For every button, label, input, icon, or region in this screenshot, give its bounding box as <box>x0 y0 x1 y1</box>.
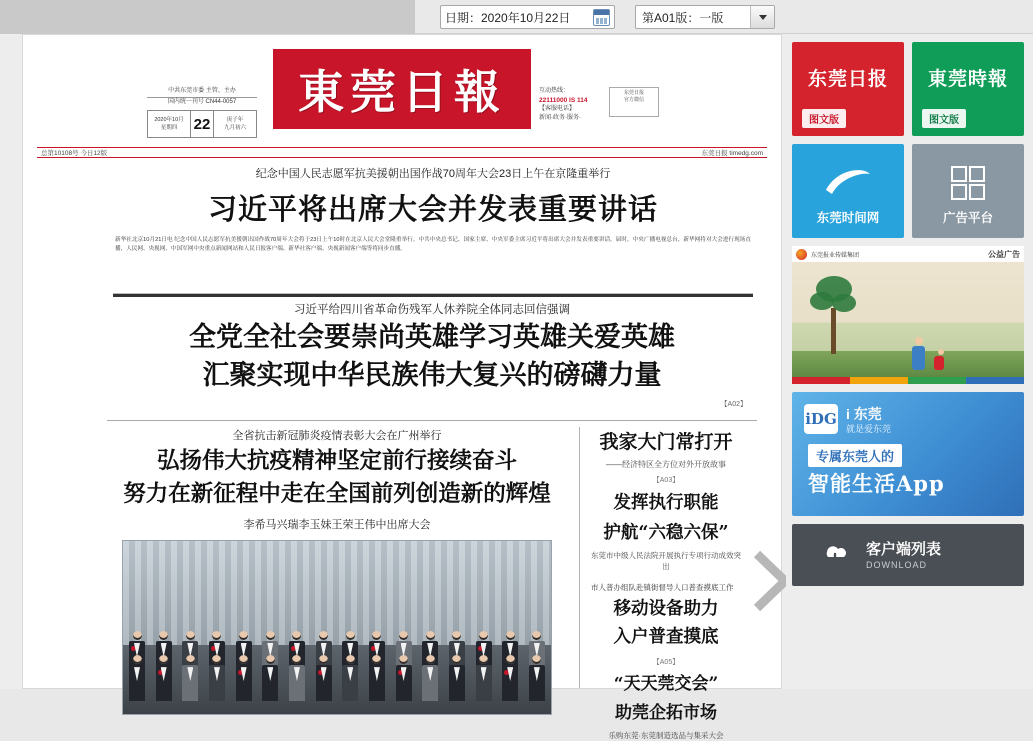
next-page-arrow[interactable] <box>751 550 791 612</box>
newspaper-page[interactable] <box>22 34 782 740</box>
tile-dongguan-time-net[interactable] <box>792 144 904 238</box>
ad-type-label: 公益广告 <box>988 249 1020 259</box>
paper-edition-tiles <box>792 42 1027 136</box>
story-rc3-tag: 市人普办组队赴镇街督导人口普查摸底工作 <box>591 583 734 592</box>
lead-body-text: 新华社北京10月21日电 纪念中国人民志愿军抗美援朝出国作战70周年大会将于23日上午10时在北京人民大会堂隆重举行。中共中央总书记、国家主席、中央军委主席习近平将出席大会并发表重要讲话。届时，中央广播电视总台、新华网将对大会进行现场直播，人民网、央视网、中国军网中央重点新闻网站和人民日报客户端、新华社客户端、央视新闻客户端等将同步直播。 <box>115 237 751 252</box>
right-sidebar <box>786 34 1033 689</box>
service-label: 【客服电话】 <box>539 106 576 112</box>
third-story[interactable] <box>107 427 567 715</box>
ad-idongguan-app[interactable] <box>792 392 1024 516</box>
grid-icon <box>951 166 985 200</box>
media-group-logo-icon <box>796 249 807 260</box>
story-rc2-headline-line2: 护航“六稳六保” <box>603 523 729 543</box>
tile-dongguan-times-badge: 图文版 <box>922 109 966 128</box>
story-rc4-headline-line2: 助莞企拓市场 <box>615 703 717 723</box>
masthead-date-y: 2020年10月 <box>154 117 184 123</box>
lead-headline: 习近平将出席大会并发表重要讲话 <box>207 192 658 226</box>
tile-dongguan-daily-badge: 图文版 <box>802 109 846 128</box>
tile-dongguan-time-net-label: 东莞时间网 <box>816 211 880 225</box>
masthead-publisher: 中共东莞市委 主管、主办 <box>147 87 257 98</box>
date-picker-value: 日期：2020年10月22日 <box>445 10 571 25</box>
masthead-left-info <box>147 87 257 138</box>
divider-double <box>113 293 753 297</box>
story-rc3-ref: 【A05】 <box>652 659 680 666</box>
story-rc1-subhead: ——经济特区全方位对外开放故事 <box>606 460 726 469</box>
page-select-value: 第A01版：一版 <box>642 10 724 25</box>
masthead-date-box <box>147 110 257 138</box>
column-separator <box>579 427 580 688</box>
newspaper-nameplate <box>273 49 531 129</box>
story-rc3-headline-line2: 入户普查摸底 <box>613 627 719 647</box>
masthead-strip <box>37 147 767 158</box>
group-photo <box>122 540 552 715</box>
second-headline-line1: 全党全社会要崇尚英雄学习英雄关爱英雄 <box>189 322 675 353</box>
ad-app-title: i 东莞 <box>846 406 882 422</box>
masthead <box>37 35 767 157</box>
third-headline-line2: 努力在新征程中走在全国前列创造新的辉煌 <box>123 481 551 507</box>
calendar-icon[interactable] <box>593 9 610 26</box>
download-icon <box>820 540 850 570</box>
date-picker[interactable] <box>440 5 615 29</box>
issue-number: 总第10108号 今日12版 <box>41 150 108 157</box>
toolbar-left-area <box>0 0 415 34</box>
second-headline-line2: 汇聚实现中华民族伟大复兴的磅礴力量 <box>202 360 662 391</box>
masthead-right-info <box>539 87 659 123</box>
divider-thin <box>107 420 757 421</box>
sidebar-stories[interactable] <box>591 427 741 741</box>
ad-person-adult <box>912 337 926 370</box>
story-rc2-headline-line1: 发挥执行职能 <box>613 493 719 513</box>
website-url: 东莞日报 timedg.com <box>701 150 763 157</box>
page-select[interactable] <box>635 5 775 29</box>
second-page-ref: 【A02】 <box>720 401 747 408</box>
masthead-issn: 国内统一刊号 CN44-0057 <box>167 99 237 105</box>
story-rc2-body: 东莞市中级人民法院开展执行专项行动成效突出 <box>591 551 741 571</box>
tile-dongguan-daily-title: 东莞日报 <box>807 68 888 90</box>
service-desc: 新闻·政务·服务· <box>539 115 581 121</box>
story-rc4-body: 乐购东莞·东莞制造选品与集采大会 <box>608 731 724 740</box>
story-rc1-headline: 我家大门常打开 <box>599 431 733 453</box>
ad-public-service[interactable] <box>792 246 1024 384</box>
swoosh-icon <box>822 164 874 198</box>
ad-app-band: 专属东莞人的 <box>808 444 902 467</box>
tile-ad-platform-label: 广告平台 <box>942 211 993 225</box>
masthead-lunar-year: 庚子年 <box>226 117 244 123</box>
lead-kicker: 纪念中国人民志愿军抗美援朝出国作战70周年大会23日上午在京隆重举行 <box>255 168 611 180</box>
portal-tiles <box>792 144 1027 238</box>
second-subhead: 习近平给四川省革命伤残军人休养院全体同志回信强调 <box>294 304 570 316</box>
idg-logo-icon: iDG <box>804 404 838 434</box>
qr-label-1: 东莞日报 <box>623 90 644 96</box>
client-download-banner[interactable] <box>792 524 1024 586</box>
hotline-label: 互动热线： <box>539 88 570 94</box>
masthead-weekday: 星期四 <box>160 125 178 131</box>
masthead-lunar-day: 九月初六 <box>223 125 246 131</box>
story-rc4-headline-line1: “天天莞交会” <box>613 674 719 694</box>
hotline-number: 22111000 IS 114 <box>539 97 588 104</box>
ad-person-child <box>934 349 948 370</box>
chevron-down-icon[interactable] <box>750 6 774 28</box>
ad-public-service-header <box>792 246 1024 262</box>
tile-dongguan-times-title: 東莞時報 <box>927 68 1008 90</box>
lead-story[interactable] <box>113 165 753 253</box>
client-download-subtitle: DOWNLOAD <box>866 560 928 570</box>
nameplate-text: 東莞日報 <box>298 65 506 119</box>
tile-ad-platform[interactable] <box>912 144 1024 238</box>
tile-dongguan-daily[interactable] <box>792 42 904 136</box>
masthead-day-number: 22 <box>190 111 214 137</box>
qr-code-box <box>609 87 659 117</box>
tree-icon <box>810 276 858 354</box>
ad-app-subtitle: 就是爱东莞 <box>846 424 892 434</box>
third-byline: 李希马兴瑞李玉妹王荣王伟中出席大会 <box>243 519 431 531</box>
ad-app-slogan: 智能生活App <box>808 471 945 496</box>
third-subhead: 全省抗击新冠肺炎疫情表彰大会在广州举行 <box>232 430 442 442</box>
third-headline-line1: 弘扬伟大抗疫精神坚定前行接续奋斗 <box>156 448 517 474</box>
ad-brand-label: 东莞报业传媒集团 <box>811 252 860 259</box>
story-rc1-ref: 【A03】 <box>652 477 680 484</box>
qr-label-2: 官方微信 <box>623 97 644 103</box>
client-download-title: 客户端列表 <box>866 541 942 558</box>
story-rc3-headline-line1: 移动设备助力 <box>613 599 719 619</box>
top-toolbar <box>0 0 1033 34</box>
tile-dongguan-times[interactable] <box>912 42 1024 136</box>
second-story[interactable] <box>107 301 757 409</box>
